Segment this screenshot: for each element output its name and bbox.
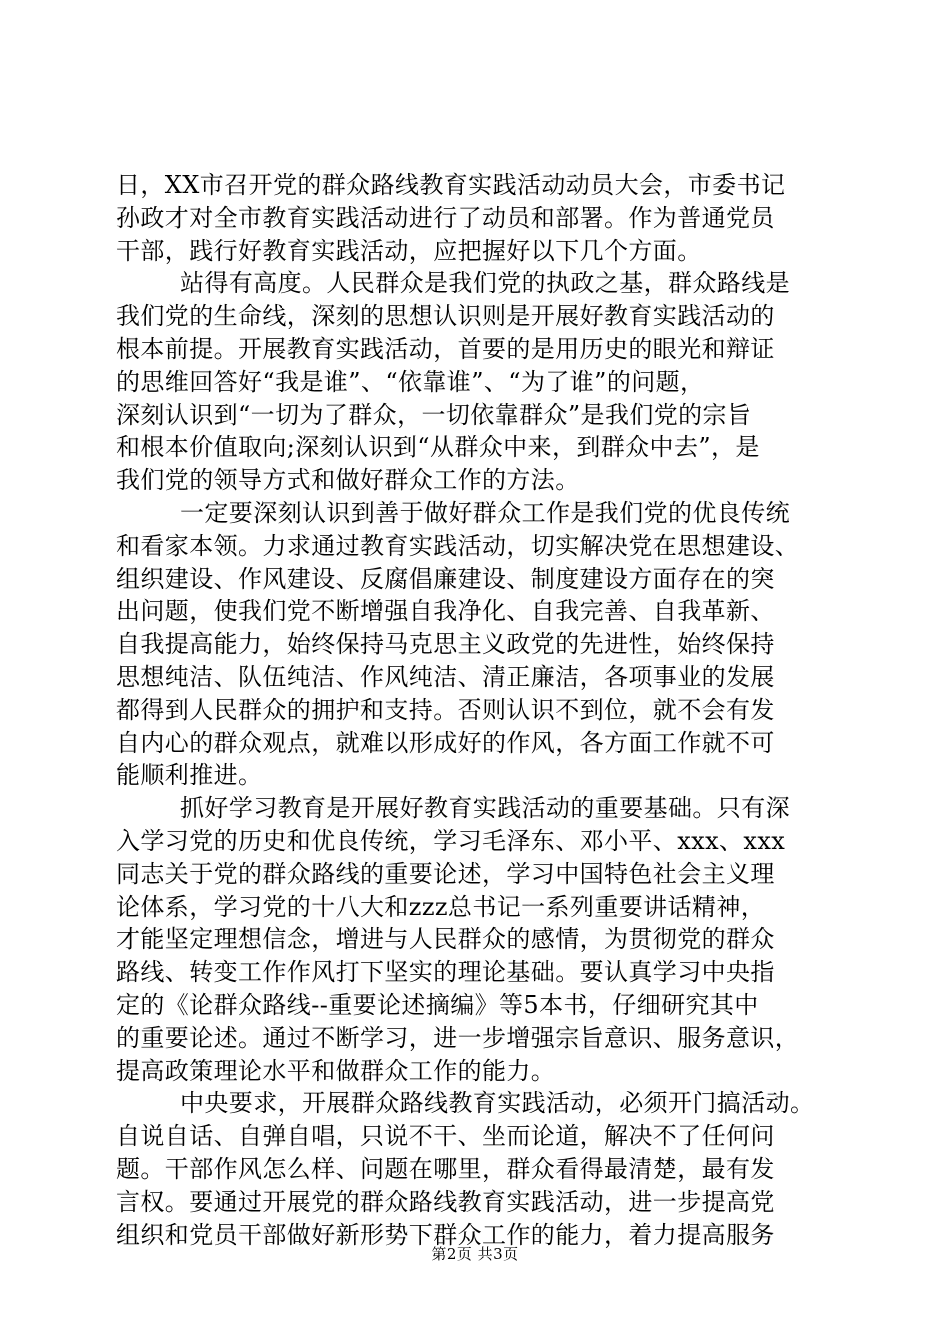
text-line: 站得有高度。人民群众是我们党的执政之基，群众路线是	[180, 269, 790, 298]
text-line: 深刻认识到“一切为了群众，一切依靠群众”是我们党的宗旨	[116, 400, 752, 429]
text-line: 根本前提。开展教育实践活动，首要的是用历史的眼光和辩证	[116, 334, 775, 363]
text-line: 我们党的生命线，深刻的思想认识则是开展好教育实践活动的	[116, 302, 775, 331]
text-line: 能顺利推进。	[116, 761, 263, 790]
text-line: 孙政才对全市教育实践活动进行了动员和部署。作为普通党员	[116, 203, 775, 232]
text-line: 论体系，学习党的十八大和zzz总书记一系列重要讲话精神，	[116, 892, 766, 921]
text-line: 抓好学习教育是开展好教育实践活动的重要基础。只有深	[180, 794, 790, 823]
text-line: 题。干部作风怎么样、问题在哪里，群众看得最清楚，最有发	[116, 1154, 775, 1183]
text-line: 一定要深刻认识到善于做好群众工作是我们党的优良传统	[180, 498, 790, 527]
text-line: 思想纯洁、队伍纯洁、作风纯洁、清正廉洁，各项事业的发展	[116, 662, 775, 691]
text-line: 同志关于党的群众路线的重要论述，学习中国特色社会主义理	[116, 859, 775, 888]
text-line: 我们党的领导方式和做好群众工作的方法。	[116, 466, 580, 495]
text-line: 都得到人民群众的拥护和支持。否则认识不到位，就不会有发	[116, 695, 775, 724]
text-line: 组织和党员干部做好新形势下群众工作的能力，着力提高服务	[116, 1220, 775, 1249]
text-line: 的重要论述。通过不断学习，进一步增强宗旨意识、服务意识，	[116, 1023, 800, 1052]
text-line: 和看家本领。力求通过教育实践活动，切实解决党在思想建设、	[116, 531, 800, 560]
text-line: 中央要求，开展群众路线教育实践活动，必须开门搞活动。	[180, 1089, 815, 1118]
text-line: 的思维回答好“我是谁”、“依靠谁”、“为了谁”的问题，	[116, 367, 705, 396]
text-line: 才能坚定理想信念，增进与人民群众的感情，为贯彻党的群众	[116, 925, 775, 954]
text-line: 路线、转变工作作风打下坚实的理论基础。要认真学习中央指	[116, 958, 775, 987]
document-body	[116, 169, 838, 1251]
text-line: 入学习党的历史和优良传统，学习毛泽东、邓小平、xxx、xxx	[116, 826, 786, 855]
page-footer: 第2页 共3页	[431, 1245, 519, 1263]
text-line: 组织建设、作风建设、反腐倡廉建设、制度建设方面存在的突	[116, 564, 775, 593]
text-line: 提高政策理论水平和做群众工作的能力。	[116, 1056, 556, 1085]
text-line: 自我提高能力，始终保持马克思主义政党的先进性，始终保持	[116, 630, 775, 659]
text-line: 言权。要通过开展党的群众路线教育实践活动，进一步提高党	[116, 1187, 775, 1216]
text-line: 日，XX市召开党的群众路线教育实践活动动员大会，市委书记	[116, 171, 786, 199]
text-line: 自内心的群众观点，就难以形成好的作风，各方面工作就不可	[116, 728, 775, 757]
text-line: 定的《论群众路线--重要论述摘编》等5本书，仔细研究其中	[116, 990, 759, 1019]
text-line: 和根本价值取向;深刻认识到“从群众中来，到群众中去”，是	[116, 433, 760, 462]
text-line: 出问题，使我们党不断增强自我净化、自我完善、自我革新、	[116, 597, 775, 626]
text-line: 自说自话、自弹自唱，只说不干、坐而论道，解决不了任何问	[116, 1122, 775, 1151]
text-line: 干部，践行好教育实践活动，应把握好以下几个方面。	[116, 236, 702, 265]
